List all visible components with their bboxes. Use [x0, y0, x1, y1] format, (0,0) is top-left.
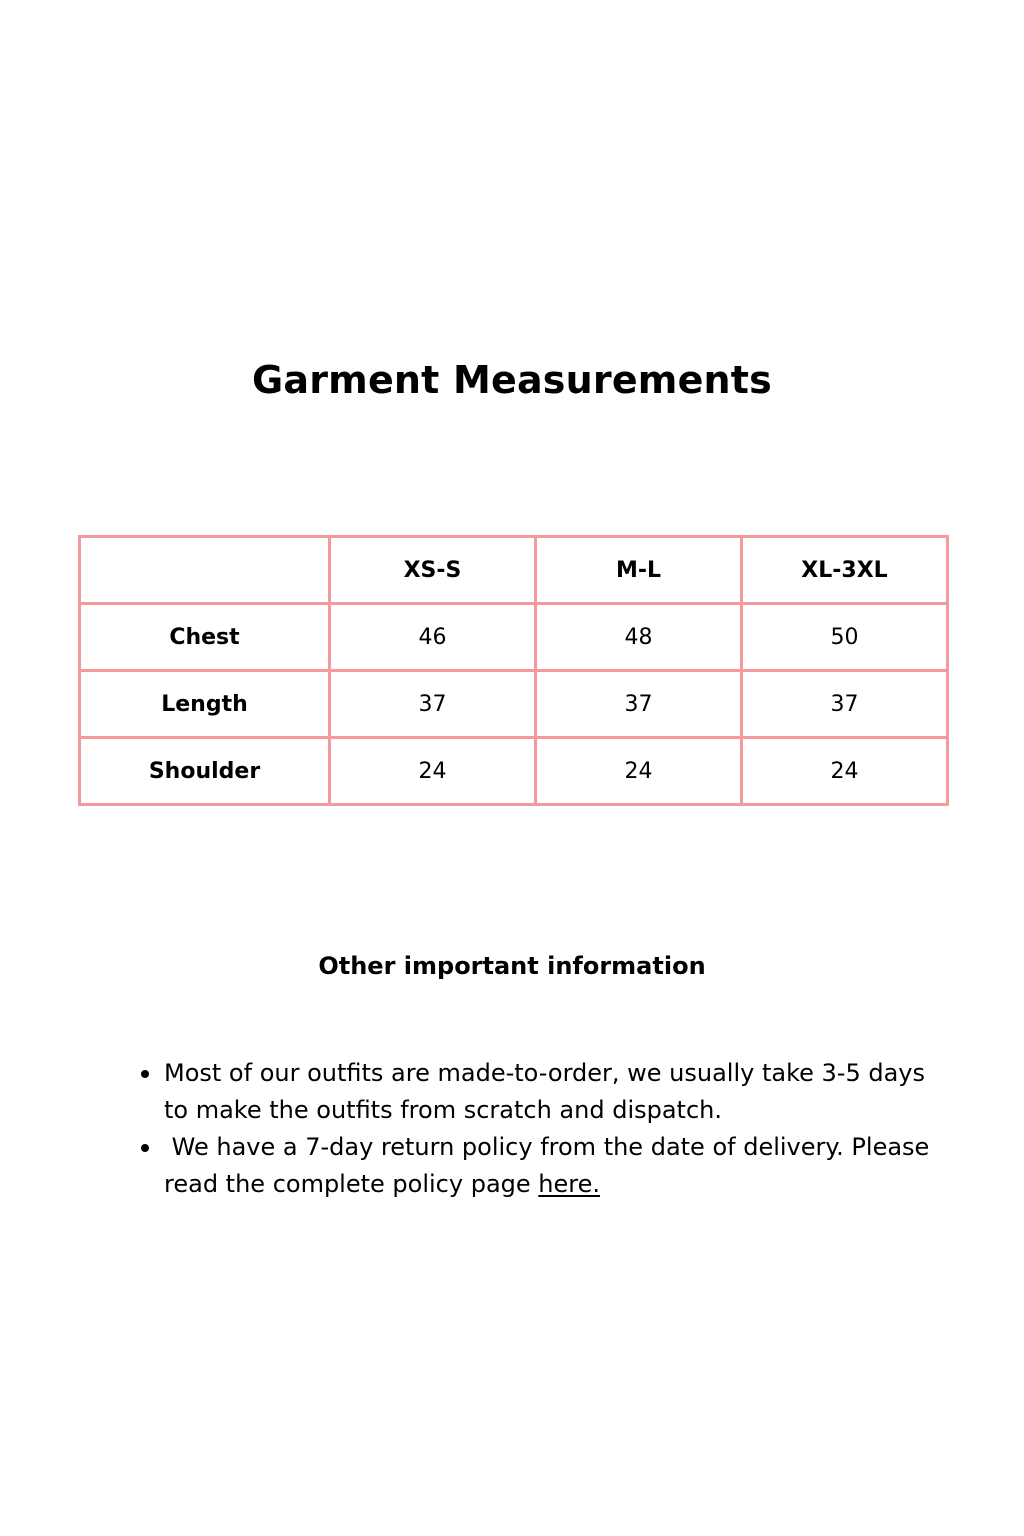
bullet-icon — [141, 1070, 149, 1078]
list-item — [164, 1129, 954, 1203]
info-item-text: We have a 7-day return policy from the date of delivery. Please read the complete policy page — [164, 1133, 937, 1198]
size-header-m-l: M-L — [536, 537, 742, 604]
page-title: Garment Measurements — [251, 358, 772, 402]
table-cell: 37 — [330, 671, 536, 738]
table-cell: 24 — [536, 738, 742, 805]
table-cell: 48 — [536, 604, 742, 671]
list-item — [164, 1055, 954, 1129]
table-header-row — [80, 537, 948, 604]
table-row — [80, 738, 948, 805]
row-label-length: Length — [80, 671, 330, 738]
info-heading: Other important information — [318, 952, 706, 980]
table-corner-cell — [80, 537, 330, 604]
table-cell: 37 — [536, 671, 742, 738]
size-header-xs-s: XS-S — [330, 537, 536, 604]
table-cell: 24 — [742, 738, 948, 805]
table-cell: 24 — [330, 738, 536, 805]
table-cell: 50 — [742, 604, 948, 671]
row-label-chest: Chest — [80, 604, 330, 671]
table-row — [80, 671, 948, 738]
bullet-icon — [141, 1144, 149, 1152]
size-chart-table — [78, 535, 949, 806]
info-item-text: Most of our outfits are made-to-order, we usually take 3-5 days to make the outfits from scratch and dispatch. — [164, 1059, 925, 1124]
table-cell: 46 — [330, 604, 536, 671]
table-row — [80, 604, 948, 671]
size-header-xl-3xl: XL-3XL — [742, 537, 948, 604]
table-cell: 37 — [742, 671, 948, 738]
policy-page-link[interactable]: here. — [538, 1170, 600, 1198]
row-label-shoulder: Shoulder — [80, 738, 330, 805]
info-list — [164, 1055, 954, 1203]
